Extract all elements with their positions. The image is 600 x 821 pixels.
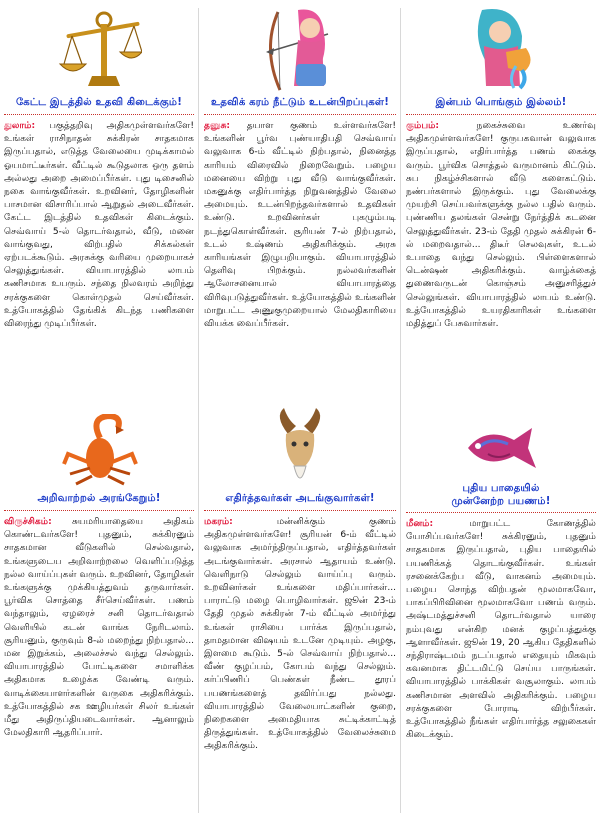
divider: [406, 114, 596, 115]
divider: [204, 114, 396, 115]
sign-label: மகரம்:: [204, 517, 233, 527]
horoscope-text: பகுத்தறிவு அதிகமுள்ளவர்களே! உங்கள் ராசிநாதன் சுக்கிரன் சாதகமாக இருப்பதால், எடுத்த வேலையை முடிக்காமல் ஓயமாட்டீர்கள். வீட்டில் கூடுதலாக ஒரு தளம் அல்லது அறை அமைப்பீர்கள். புது டிசைனில் நகை வாங்குவீர்கள். உறவினர், தோழிகளின் பாசமான விசாரிப்பால் ஆறுதல் அடைவீர்கள். கேட்ட இடத்தில் உதவிகள் கிடைக்கும். செவ்வாய் 5-ல் தொடர்வதால், வீடு, மனை வாங்குவது, விற்பதில் சிக்கல்கள் ஏற்படக்கூடும். அரசுக்கு வரியை முறையாகச் செலுத்துங்கள். வியாபாரத்தில் லாபம் கணிசமாக உயரும். சந்தை நிலவரம் அறிந்து சரக்குகளை கொள்முதல் செய்வீர்கள். உத்யோகத்தில் தேங்கிக் கிடந்த பணிகளை விரைந்து முடிப்பீர்கள்.: [4, 121, 194, 330]
horoscope-text: மன்னிக்கும் குணம் அதிகமுள்ளவர்களே! சூரியன் 6-ம் வீட்டில் வலுவாக அமர்ந்திருப்பதால், எதிர்த்தவர்கள் அடங்குவார்கள். அரசால் ஆதாயம் உண்டு. வெளிநாடு செல்லும் வாய்ப்பு வரும். உறவினர்கள் உங்களை மதிப்பார்கள்... பாராட்டு மழை பொழிவார்கள். ஜூன் 23-ம் தேதி முதல் சுக்கிரன் 7-ம் வீட்டில் அமர்ந்து உங்கள் ராசியை பார்க்க இருப்பதால், தாமதமான விஷயம் உடனே முடியும். அழகு, இளமை கூடும். 5-ல் செவ்வாய் நிற்பதால்... வீண் குழப்பம், கோபம் வந்து செல்லும். கர்ப்பிணிப் பெண்கள் நீண்ட தூரப் பயணங்களைத் தவிர்ப்பது நல்லது. வியாபாரத்தில் வேலையாட்களின் குறை, நிறைகளை அமைதியாக சுட்டிக்காட்டித் திருத்துங்கள். உத்யோகத்தில் வேலைச்சுமை அதிகரிக்கும்.: [204, 517, 396, 752]
title-thulam: கேட்ட இடத்தில் உதவி கிடைக்கும்!: [16, 97, 182, 108]
horoscope-text: மாறுபட்ட கோணத்தில் யோசிப்பவர்களே! சுக்கிரனும், புதனும் சாதகமாக இருப்பதால், புதிய பாதையில் பயணிக்கத் தொடங்குவீர்கள். உங்கள் ரசனைக்கேற்ப வீடு, வாகனம் அமையும். பழைய சொந்த விற்பதன் மூலமாகவோ, பாகப்பிரிவினை மூலமாகவோ பணம் வரும். அஷ்டமத்துச்சனி தொடர்வதால் யாரை நம்புவது என்கிற மனக் குழப்பத்துக்கு ஆளாவீர்கள். ஜூன் 19, 20 ஆகிய தேதிகளில் சந்திராஷ்டமம் நடப்பதால் எதையும் மிகவும் கவனமாக திட்டமிட்டு செய்ய பாருங்கள். வியாபாரத்தில் பாக்கிகள் வசூலாகும். லாபம் கணிசமான அளவில் அதிகரிக்கும். பழைய சரக்குகளை போராடி விற்பீர்கள். உத்யோகத்தில் நீங்கள் எதிர்பார்த்த சலுகைகள் கிடைக்கும்.: [406, 519, 596, 741]
horoscope-text: சுயமரியாதையை அதிகம் கொண்டவர்களே! புதனும், சுக்கிரனும் சாதகமான வீடுகளில் செல்வதால், உங்களுடைய அறிவாற்றலை வெளிப்படுத்த நல்ல வாய்ப்புகள் வரும். உறவினர், தோழிகள் உங்களுக்கு முக்கியத்துவம் தருவார்கள். பூர்விக சொத்தை சீர்செய்வீர்கள். பணம் வந்தாலும், ஏழரைச் சனி தொடர்வதால் வெளியில் கடன் வாங்க நேரிடலாம். சூரியனும், குருவும் 8-ல் மறைந்து நிற்பதால்... மன இறுக்கம், அலைச்சல் வந்து செல்லும். வியாபாரத்தில் போட்டிகளை சமாளிக்க அதிகமாக உழைக்க வேண்டி வரும். வாடிக்கையாளர்களின் வருகை அதிகரிக்கும். உத்யோகத்தில் சக ஊழியர்கள் சிலர் உங்கள் மீது அதிருப்தியடைவார்கள். ஆனாலும் மேலதிகாரி ஆதரிப்பார்.: [4, 517, 194, 739]
horoscope-meenam: [406, 518, 596, 818]
horoscope-text: நகைச்சுவை உணர்வு அதிகமுள்ளவர்களே! குருபகவான் வலுவாக இருப்பதால், எதிர்பார்த்த பணம் கைக்கு வரும். பூர்விக சொத்தல் வருமானம் கிட்டும். சுப நிகழ்ச்சிகளால் வீடு களைகட்டும். நண்பர்களால் இருக்கும். புது வேலைக்கு முயற்சி செய்பவர்களுக்கு நல்ல பதில் வரும். புண்ணிய தலங்கள் சென்று நேர்த்திக் கடனை செலுத்துவீர்கள். 23-ம் தேதி முதல் சுக்கிரன் 6-ல் மறைவதால்... திடீர் செலவுகள், உடல் உபாதை வந்து செல்லும். பிள்ளைகளால் டென்ஷன் அதிகரிக்கும். வாழ்க்கைத் துணைவருடன் கொஞ்சம் அனுசரித்துச் செல்லுங்கள். வியாபாரத்தில் லாபம் உண்டு. உத்யோகத்தில் உயரதிகாரிகள் உங்களை மதித்துப் பேசுவார்கள்.: [406, 121, 596, 330]
divider: [4, 114, 194, 115]
horoscope-magaram: [204, 516, 396, 818]
column-divider: [198, 8, 199, 813]
title-kumbam: இன்பம் பொங்கும் இல்லம்!: [435, 97, 567, 108]
sign-label: கும்பம்:: [406, 121, 440, 131]
divider: [4, 510, 194, 511]
libra-scales-icon: [58, 6, 142, 90]
scorpion-icon: [60, 414, 140, 486]
horoscope-viruchigam: [4, 516, 194, 818]
title-dhanusu: உதவிக் கரம் நீட்டும் உடன்பிறப்புகள்!: [211, 97, 389, 108]
sagittarius-archer-icon: [258, 4, 342, 94]
horoscope-text: தயாள குணம் உள்ளவர்களே! உங்களின் பூர்வ புண்யாதிபதி செவ்வாய் வலுவாக 6-ம் வீட்டில் நிற்பதால், நினைத்த காரியம் விரைவில் நிறைவேறும். பழைய மனையை விற்று புது வீடு வாங்குவீர்கள். மகனுக்கு எதிர்பார்த்த நிறுவனத்தில் வேலை அமையும். உடன்பிறந்தவர்களால் உதவிகள் உண்டு. உறவினர்கள் புகழும்படி நடந்துகொள்வீர்கள். சூரியன் 7-ல் நிற்பதால், உடல் உஷ்ணம் அதிகரிக்கும். அரசு காரியங்கள் இழுபறியாகும். வியாபாரத்தில் தெளிவு பிறக்கும். நல்லவர்களின் ஆலோசனையால் வியாபாரத்தை விரிவுபடுத்துவீர்கள். உத்யோகத்தில் உங்களின் மாறுபட்ட அணுகுமுறையால் மேலதிகாரியை வியக்க வைப்பீர்கள்.: [204, 121, 396, 330]
title-meenam: புதிய பாதையில் முன்னேற்ற பயணம்!: [451, 483, 551, 507]
divider: [406, 512, 596, 513]
sign-label: மீனம்:: [406, 519, 434, 529]
column-divider: [400, 8, 401, 813]
sign-label: விருச்சிகம்:: [4, 517, 52, 527]
divider: [204, 510, 396, 511]
title-magaram: எதிர்த்தவர்கள் அடங்குவார்கள்!: [225, 493, 375, 504]
pisces-fish-icon: [458, 418, 548, 480]
horoscope-thulam: [4, 120, 194, 410]
aquarius-water-bearer-icon: [462, 6, 542, 90]
sign-label: துலாம்:: [4, 121, 36, 131]
horoscope-kumbam: [406, 120, 596, 410]
horoscope-dhanusu: [204, 120, 396, 410]
capricorn-goat-icon: [266, 406, 334, 492]
sign-label: தனுசு:: [204, 121, 231, 131]
title-viruchigam: அறிவாற்றல் அரங்கேறும்!: [37, 493, 161, 504]
